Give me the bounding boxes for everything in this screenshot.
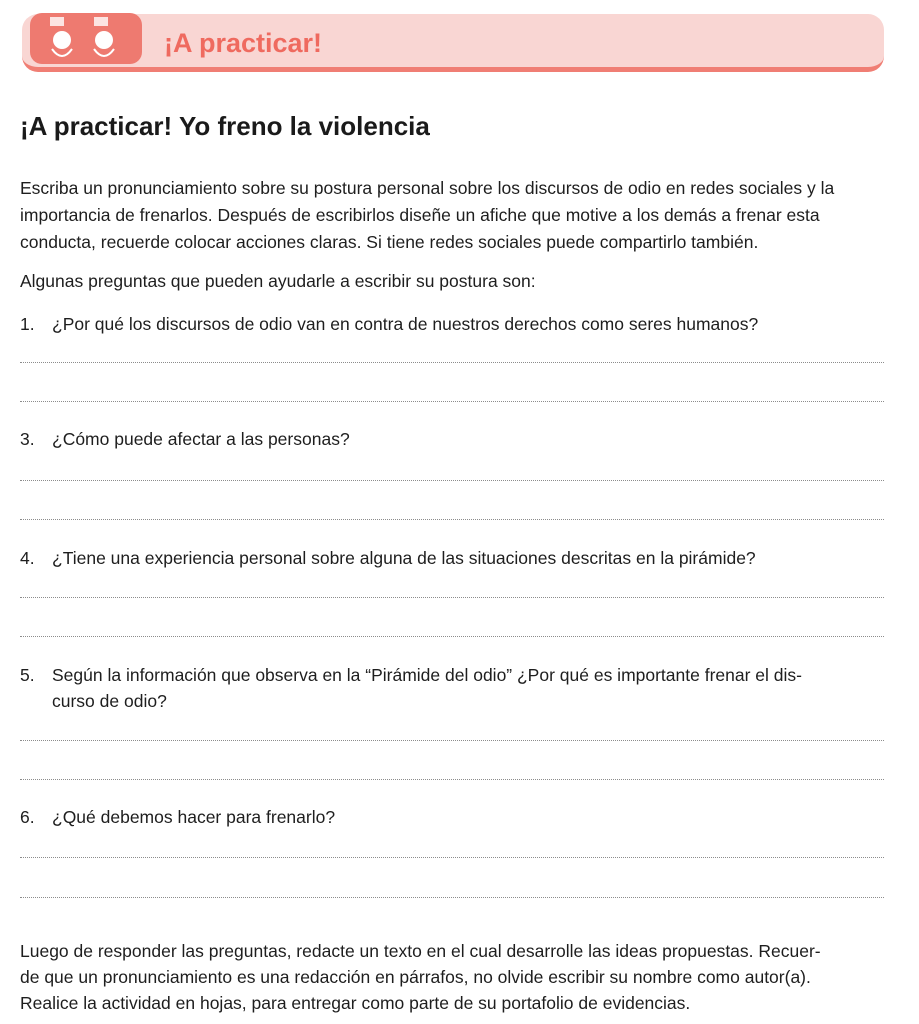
question-number: 1.	[20, 314, 35, 334]
answer-line[interactable]	[20, 480, 884, 481]
banner-title: ¡A practicar!	[164, 28, 323, 58]
page-title: ¡A practicar! Yo freno la violencia	[20, 111, 430, 141]
answer-line[interactable]	[20, 401, 884, 402]
answer-line[interactable]	[20, 362, 884, 363]
questions-prompt: Algunas preguntas que pueden ayudarle a escribir su postura son:	[20, 271, 536, 291]
question-text: ¿Qué debemos hacer para frenarlo?	[52, 807, 336, 827]
answer-line[interactable]	[20, 597, 884, 598]
answer-line[interactable]	[20, 740, 884, 741]
question-number: 3.	[20, 429, 35, 449]
question-number: 6.	[20, 807, 35, 827]
question-number: 4.	[20, 548, 35, 568]
question-text: ¿Cómo puede afectar a las personas?	[52, 429, 350, 449]
intro-line: conducta, recuerde colocar acciones claras. Si tiene redes sociales puede compartirlo también.	[20, 232, 759, 252]
closing-line: Realice la actividad en hojas, para entregar como parte de su portafolio de evidencias.	[20, 993, 691, 1013]
question-number: 5.	[20, 665, 35, 685]
answer-line[interactable]	[20, 519, 884, 520]
answer-line[interactable]	[20, 636, 884, 637]
question-text: Según la información que observa en la “Pirámide del odio” ¿Por qué es importante frenar el dis-	[52, 665, 802, 685]
answer-line[interactable]	[20, 857, 884, 858]
question-text: ¿Tiene una experiencia personal sobre alguna de las situaciones descritas en la pirámide?	[52, 548, 756, 568]
two-kids-illustration-icon	[30, 13, 142, 64]
section-banner	[22, 14, 884, 72]
closing-line: de que un pronunciamiento es una redacción en párrafos, no olvide escribir su nombre como autor(a).	[20, 967, 811, 987]
answer-line[interactable]	[20, 897, 884, 898]
intro-line: Escriba un pronunciamiento sobre su postura personal sobre los discursos de odio en redes sociales y la	[20, 178, 835, 198]
answer-line[interactable]	[20, 779, 884, 780]
closing-line: Luego de responder las preguntas, redacte un texto en el cual desarrolle las ideas propuestas. Recuer-	[20, 941, 821, 961]
question-text: ¿Por qué los discursos de odio van en contra de nuestros derechos como seres humanos?	[52, 314, 759, 334]
intro-line: importancia de frenarlos. Después de escribirlos diseñe un afiche que motive a los demás a frenar esta	[20, 205, 820, 225]
question-text-continued: curso de odio?	[52, 691, 167, 711]
